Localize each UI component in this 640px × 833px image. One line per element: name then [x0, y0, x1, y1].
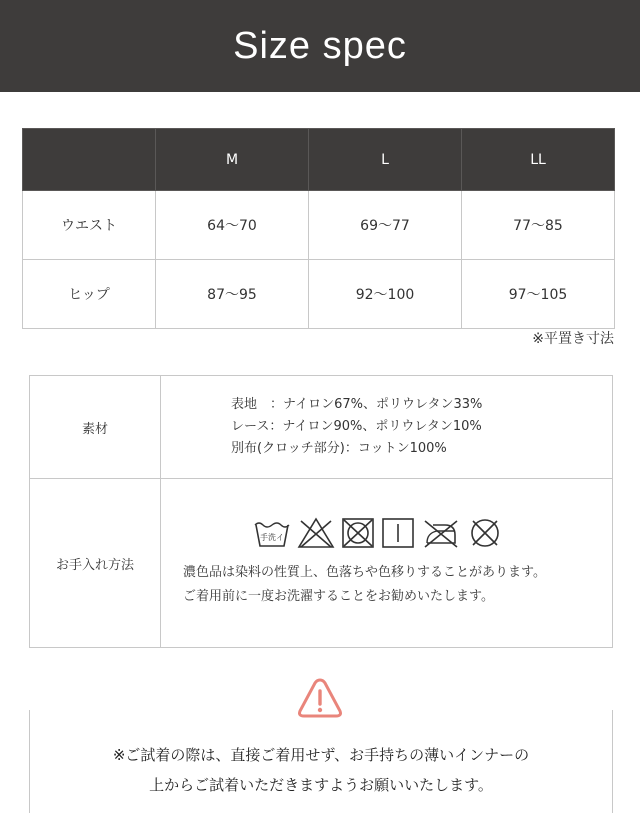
material-line: レース：ナイロン90%、ポリウレタン10% [231, 419, 482, 434]
table-row [23, 260, 615, 329]
size-header-blank [23, 129, 156, 191]
no-bleach-icon [297, 517, 335, 549]
size-header-m: M [156, 129, 309, 191]
warning-text [30, 740, 612, 800]
warning-box [29, 710, 613, 813]
material-label: 素材 [30, 376, 161, 479]
table-row [23, 191, 615, 260]
hip-ll: 97〜105 [462, 260, 615, 329]
hip-l: 92〜100 [309, 260, 462, 329]
info-table [29, 375, 613, 648]
no-dry-clean-icon [467, 517, 503, 549]
waist-m: 64〜70 [156, 191, 309, 260]
material-line: 別布(クロッチ部分)：コットン100% [231, 441, 447, 456]
row-label-waist: ウエスト [23, 191, 156, 260]
care-line: 濃色品は染料の性質上、色落ちや色移りすることがあります。 [183, 565, 546, 580]
no-iron-icon [421, 517, 461, 549]
no-tumble-dry-icon [341, 517, 375, 549]
size-table [22, 128, 615, 329]
care-line: ご着用前に一度お洗濯することをお勧めいたします。 [183, 589, 494, 604]
care-icons [253, 517, 611, 549]
material-row [30, 376, 613, 479]
care-row [30, 479, 613, 648]
measurement-note: ※平置き寸法 [532, 331, 614, 347]
size-header-ll: LL [462, 129, 615, 191]
hand-wash-icon [253, 517, 291, 549]
waist-l: 69〜77 [309, 191, 462, 260]
care-label: お手入れ方法 [30, 479, 161, 648]
page-title: Size spec [233, 24, 407, 67]
warning-line: ※ご試着の際は、直接ご着用せず、お手持ちの薄いインナーの [112, 746, 530, 764]
hand-wash-label: 手洗イ [260, 533, 284, 542]
header-banner [0, 0, 640, 92]
size-header-l: L [309, 129, 462, 191]
row-label-hip: ヒップ [23, 260, 156, 329]
care-text [183, 561, 611, 609]
size-header-row [23, 129, 615, 191]
warning-line: 上からご試着いただきますようお願いいたします。 [149, 776, 493, 794]
care-content [161, 479, 613, 648]
material-content [161, 376, 613, 479]
material-line: 表地 ：ナイロン67%、ポリウレタン33% [231, 397, 483, 412]
line-dry-icon [381, 517, 415, 549]
waist-ll: 77〜85 [462, 191, 615, 260]
hip-m: 87〜95 [156, 260, 309, 329]
